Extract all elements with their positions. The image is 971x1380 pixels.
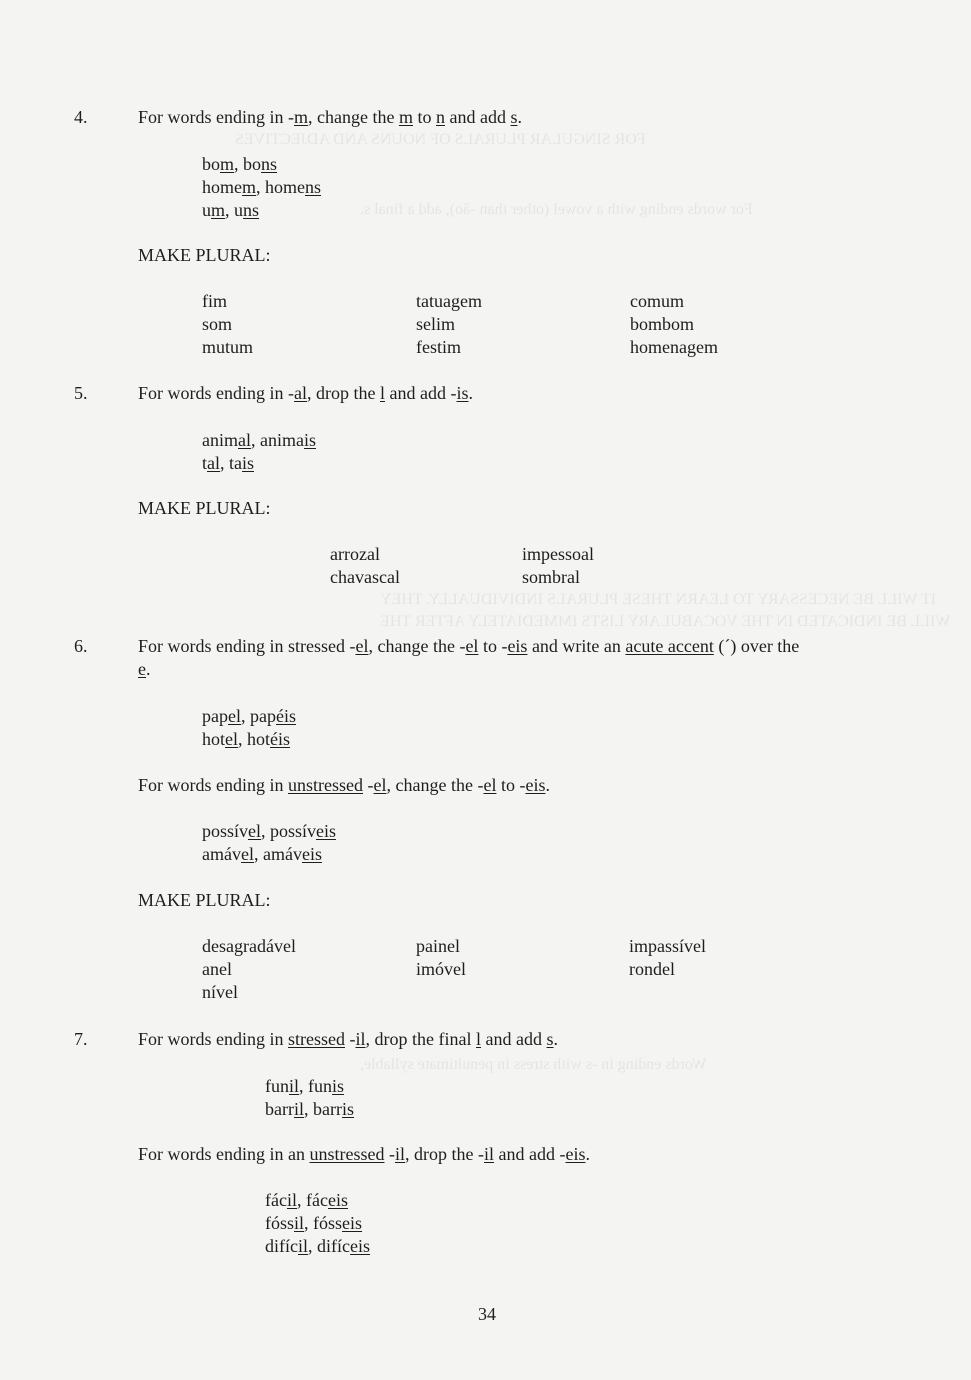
- exercise-word: chavascal: [330, 567, 400, 587]
- example-line: barril, barris: [265, 1099, 354, 1119]
- section-6-rule-continued: e.: [138, 659, 151, 679]
- section-5-number: 5.: [74, 383, 88, 403]
- exercise-word: sombral: [522, 567, 580, 587]
- example-line: funil, funis: [265, 1076, 345, 1096]
- section-4-number: 4.: [74, 107, 88, 127]
- example-line: animal, animais: [202, 430, 316, 450]
- example-line: bom, bons: [202, 154, 278, 174]
- example-line: fóssil, fósseis: [265, 1213, 363, 1233]
- section-6-rule-unstressed: For words ending in unstressed -el, change the -el to -eis.: [138, 775, 550, 795]
- exercise-word: desagradável: [202, 936, 296, 956]
- exercise-word: nível: [202, 982, 238, 1002]
- exercise-word: bombom: [630, 314, 695, 334]
- example-line: possível, possíveis: [202, 821, 337, 841]
- example-line: amável, amáveis: [202, 844, 322, 864]
- exercise-word: arrozal: [330, 544, 380, 564]
- exercise-word: impessoal: [522, 544, 594, 564]
- exercise-word: fim: [202, 291, 227, 311]
- exercise-word: som: [202, 314, 233, 334]
- example-line: difícil, difíceis: [265, 1236, 371, 1256]
- section-5-rule: For words ending in -al, drop the l and add -is.: [138, 383, 473, 403]
- exercise-word: painel: [416, 936, 460, 956]
- section-7-rule: For words ending in stressed -il, drop the final l and add s.: [138, 1029, 559, 1049]
- exercise-word: comum: [630, 291, 684, 311]
- example-line: homem, homens: [202, 177, 322, 197]
- make-plural-label: MAKE PLURAL:: [138, 498, 271, 518]
- example-line: papel, papéis: [202, 706, 296, 726]
- exercise-word: homenagem: [630, 337, 718, 357]
- exercise-word: mutum: [202, 337, 254, 357]
- section-6-rule: For words ending in stressed -el, change the -el to -eis and write an acute accent (´) over the: [138, 636, 800, 656]
- exercise-word: anel: [202, 959, 232, 979]
- exercise-word: impassível: [629, 936, 706, 956]
- example-line: um, uns: [202, 200, 260, 220]
- exercise-word: tatuagem: [416, 291, 482, 311]
- exercise-word: rondel: [629, 959, 675, 979]
- make-plural-label: MAKE PLURAL:: [138, 890, 271, 910]
- section-4-rule: For words ending in -m, change the m to n and add s.: [138, 107, 523, 127]
- document-page: FOR SINGULAR PLURALS OF NOUNS AND ADJECTIVES For words ending with a vowel (other than -ão), add a final s. IT WILL BE NECESSARY TO LEARN THESE PLURALS INDIVIDUALLY. THEY WILL BE INDICATED IN THE VOCABULARY LISTS IMMEDIATELY AFTER THE Words ending in -s with stress in penultimate syllable, 4. For words ending in -m, change the m to n and add s. bom, bons homem, homens um, uns MAKE PLURAL: fim tatuagem comum som selim bombom mutum festim homenagem 5. For words ending in -al, drop the l and add -is. animal, animais tal, tais MAKE PLURAL: arrozal impessoal chavascal sombral 6. For words ending in stressed -el, change the -el to -eis and write an acute accent (´) over the e. papel, papéis hotel, hotéis For words ending in unstressed -el, change the -el to -eis. possível, possíveis amável, amáveis MAKE PLURAL: desagradável painel impassível anel imóvel rondel nível 7. For words ending in stressed -il, drop the final l and add s. funil, funis barril, barris For words ending in an unstressed -il, drop the -il and add -eis. fácil, fáceis fóssil, fósseis difícil, difíceis 34: [74, 107, 951, 1324]
- exercise-word: selim: [416, 314, 455, 334]
- example-line: hotel, hotéis: [202, 729, 291, 749]
- exercise-word: festim: [416, 337, 461, 357]
- section-7-rule-unstressed: For words ending in an unstressed -il, drop the -il and add -eis.: [138, 1144, 590, 1164]
- example-line: fácil, fáceis: [265, 1190, 348, 1210]
- section-6-number: 6.: [74, 636, 88, 656]
- example-line: tal, tais: [202, 453, 255, 473]
- make-plural-label: MAKE PLURAL:: [138, 245, 271, 265]
- section-7-number: 7.: [74, 1029, 88, 1049]
- page-number: 34: [478, 1304, 496, 1324]
- exercise-word: imóvel: [416, 959, 466, 979]
